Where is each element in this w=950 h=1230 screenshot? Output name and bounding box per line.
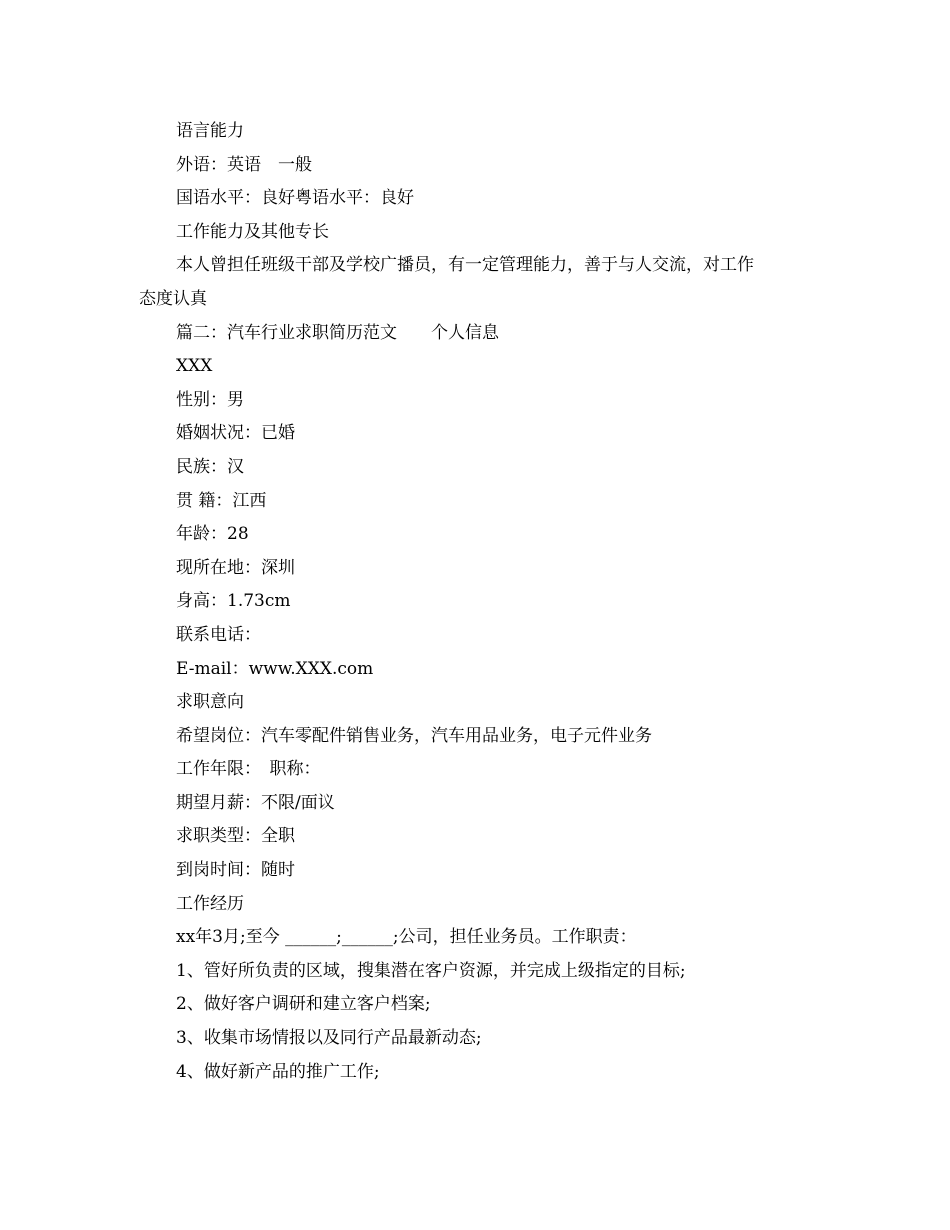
text-line: 联系电话：	[176, 624, 261, 645]
list-item: 2、做好客户调研和建立客户档案;	[176, 994, 431, 1015]
text-line: 身高：1.73cm	[176, 591, 291, 612]
list-item: 3、收集市场情报以及同行产品最新动态;	[176, 1028, 482, 1049]
section-heading-job-intention: 求职意向	[176, 692, 244, 713]
text-line: xx年3月;至今 ______;______;公司，担任业务员。工作职责：	[176, 927, 637, 948]
text-line: 婚姻状况：已婚	[176, 423, 295, 444]
text-line: 国语水平：良好粤语水平：良好	[176, 188, 414, 209]
text-line: 希望岗位：汽车零配件销售业务，汽车用品业务，电子元件业务	[176, 725, 652, 746]
section-heading-language: 语言能力	[176, 121, 244, 141]
text-line: 外语：英语 一般	[176, 154, 312, 175]
text-line: 到岗时间：随时	[176, 860, 295, 881]
article-title: 篇二：汽车行业求职简历范文 个人信息	[176, 322, 499, 343]
text-line: 期望月薪：不限/面议	[176, 792, 335, 813]
text-line: E-mail：www.XXX.com	[176, 658, 374, 679]
section-heading-work-experience: 工作经历	[176, 893, 244, 914]
text-line: XXX	[176, 356, 213, 377]
text-line: 民族：汉	[176, 456, 244, 477]
text-line: 年龄：28	[176, 524, 249, 545]
text-line: 工作年限： 职称：	[176, 759, 321, 780]
section-heading-skills: 工作能力及其他专长	[176, 221, 329, 242]
text-line: 现所在地：深圳	[176, 557, 295, 578]
paragraph-line: 本人曾担任班级干部及学校广播员，有一定管理能力，善于与人交流，对工作	[176, 255, 754, 276]
text-line: 贯 籍：江西	[176, 490, 267, 511]
list-item: 4、做好新产品的推广工作;	[176, 1061, 380, 1082]
paragraph-line-continued: 态度认真	[139, 288, 207, 309]
list-item: 1、管好所负责的区域，搜集潜在客户资源，并完成上级指定的目标;	[176, 960, 686, 981]
text-line: 性别：男	[176, 389, 244, 410]
text-line: 求职类型：全职	[176, 826, 295, 847]
document-body	[139, 115, 819, 1089]
